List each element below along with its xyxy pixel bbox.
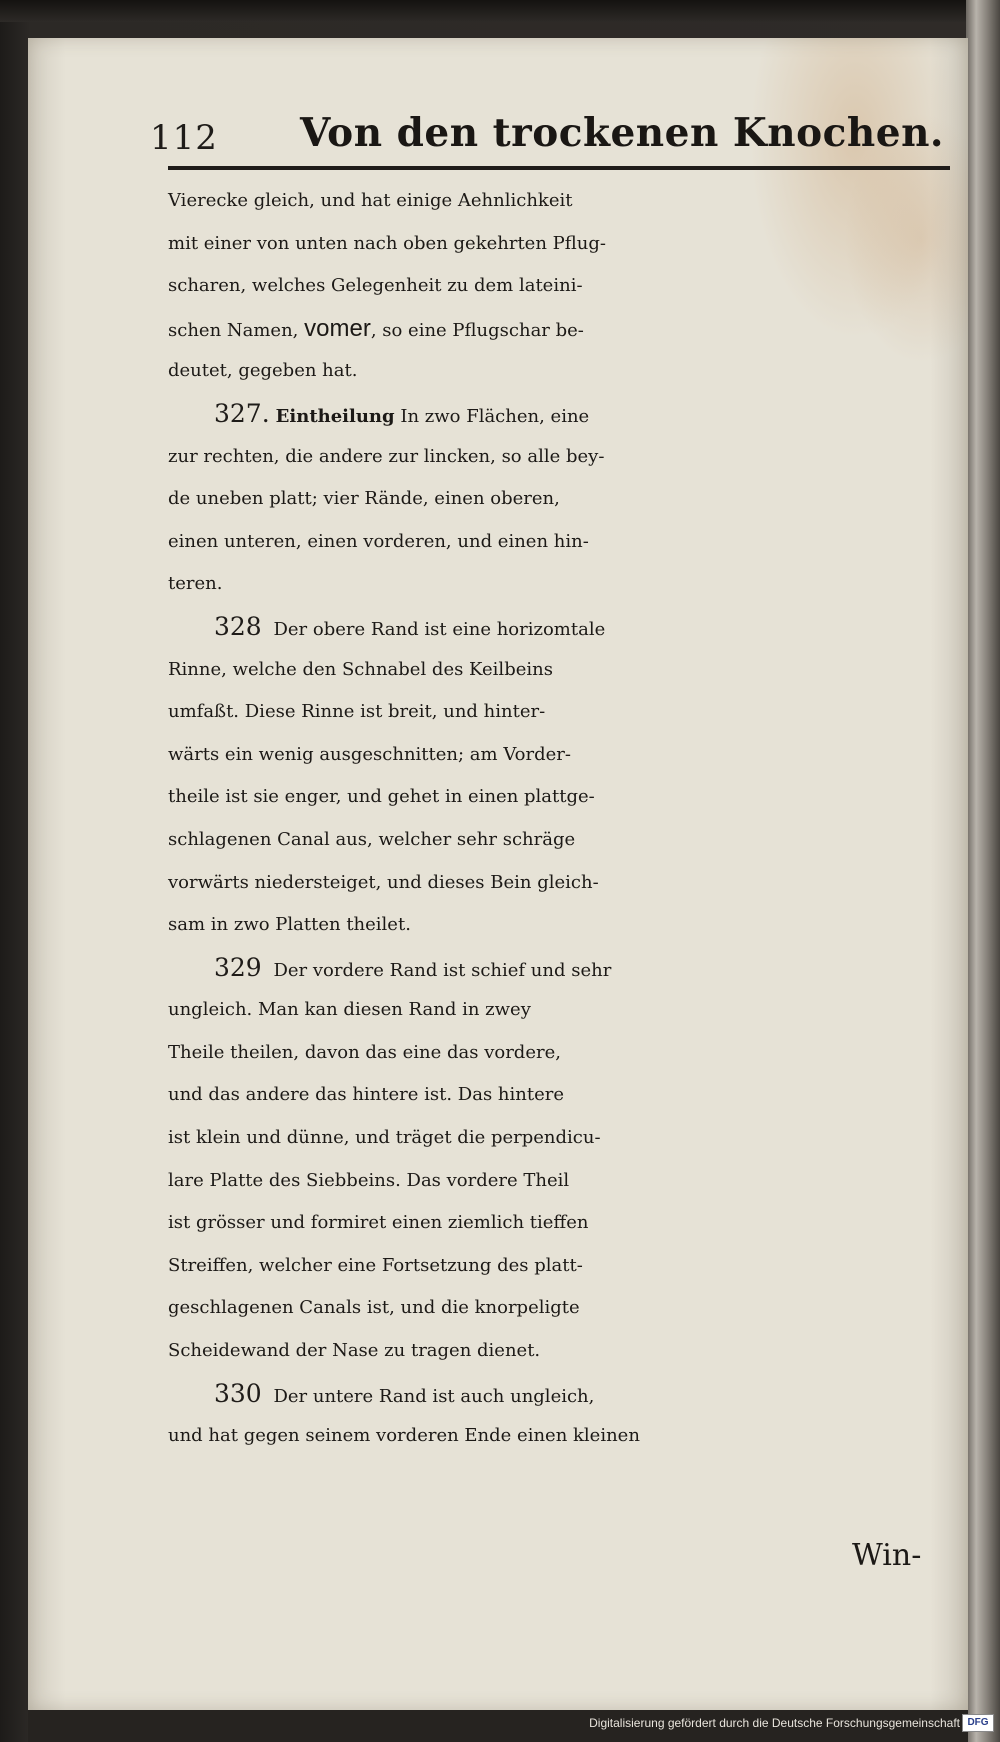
text-line [168,1032,968,1075]
text-line [168,478,968,521]
text-line [168,1330,968,1373]
text-line [168,691,968,734]
line-text: schlagenen Canal aus, welcher sehr schräge [168,828,576,850]
text-line [168,862,968,905]
header-rule [168,166,950,170]
line-text: Der untere Rand ist auch ungleich, [267,1385,595,1407]
text-line [168,1160,968,1203]
text-line [168,563,968,606]
text-line [168,436,968,479]
line-text: theile ist sie enger, und gehet in einen plattge- [168,786,595,808]
running-title: Von den trockenen Knochen. [300,110,945,156]
text-line [168,776,968,819]
text-line [168,1373,968,1416]
line-text: einen unteren, einen vorderen, und einen hin- [168,530,589,552]
section-keyword: Eintheilung [275,405,395,427]
text-line [168,734,968,777]
dfg-logo: DFG [962,1714,994,1732]
text-line [168,904,968,947]
line-text: ist grösser und formiret einen ziemlich tieffen [168,1212,589,1234]
line-text: mit einer von unten nach oben gekehrten Pflug- [168,232,606,254]
text-line [168,393,968,436]
line-text-post: , so eine Pflugschar be- [370,319,584,341]
line-text: teren. [168,573,223,595]
section-number: 327. [214,398,270,428]
line-text: Streiffen, welcher eine Fortsetzung des platt- [168,1254,583,1276]
text-line [168,989,968,1032]
line-text: sam in zwo Platten theilet. [168,914,411,936]
line-text: zur rechten, die andere zur lincken, so alle bey- [168,445,605,467]
line-text: Der vordere Rand ist schief und sehr [267,959,612,981]
line-text: de uneben platt; vier Rände, einen oberen, [168,488,560,510]
text-line [168,1245,968,1288]
section-number: 328 [214,611,262,641]
text-line [168,1287,968,1330]
line-text: scharen, welches Gelegenheit zu dem lateini- [168,275,583,297]
text-line [168,521,968,564]
line-text: wärts ein wenig ausgeschnitten; am Vorder- [168,743,571,765]
latin-term: vomer [304,314,371,342]
text-line [168,223,968,266]
page-number: 112 [150,118,218,158]
line-text: Rinne, welche den Schnabel des Keilbeins [168,658,553,680]
line-text: ist klein und dünne, und träget die perpendicu- [168,1127,601,1149]
text-line [168,1074,968,1117]
line-text: ungleich. Man kan diesen Rand in zwey [168,999,531,1021]
line-text: und hat gegen seinem vorderen Ende einen kleinen [168,1425,640,1447]
line-text: Theile theilen, davon das eine das vordere, [168,1041,561,1063]
line-text: umfaßt. Diese Rinne ist breit, und hinter- [168,701,546,723]
section-number: 330 [214,1378,262,1408]
running-head [150,110,950,166]
text-line [168,649,968,692]
line-text: Der obere Rand ist eine horizomtale [267,618,606,640]
text-line [168,1415,968,1458]
section-number: 329 [214,952,262,982]
text-line [168,265,968,308]
line-text-pre: schen Namen, [168,319,305,341]
line-text: lare Platte des Siebbeins. Das vordere Theil [168,1169,570,1191]
line-text: deutet, gegeben hat. [168,360,358,382]
text-line [168,350,968,393]
line-text: Vierecke gleich, und hat einige Aehnlichkeit [168,190,573,211]
line-text: Scheidewand der Nase zu tragen dienet. [168,1340,541,1362]
catchword: Win- [852,1538,922,1573]
line-text: und das andere das hintere ist. Das hintere [168,1084,565,1106]
text-line [168,1117,968,1160]
book-edge-right [966,0,1000,1742]
line-text: In zwo Flächen, eine [394,405,590,427]
body-text [168,180,968,1458]
text-line [168,308,968,351]
text-line [168,606,968,649]
line-text: geschlagenen Canals ist, und die knorpeligte [168,1297,580,1319]
line-text: vorwärts niedersteiget, und dieses Bein gleich- [168,871,599,893]
book-edge-top [0,0,1000,22]
text-line [168,1202,968,1245]
text-line [168,819,968,862]
digitization-credit: Digitalisierung gefördert durch die Deutsche Forschungsgemeinschaft [589,1716,960,1730]
text-line [168,180,968,223]
text-line [168,947,968,990]
